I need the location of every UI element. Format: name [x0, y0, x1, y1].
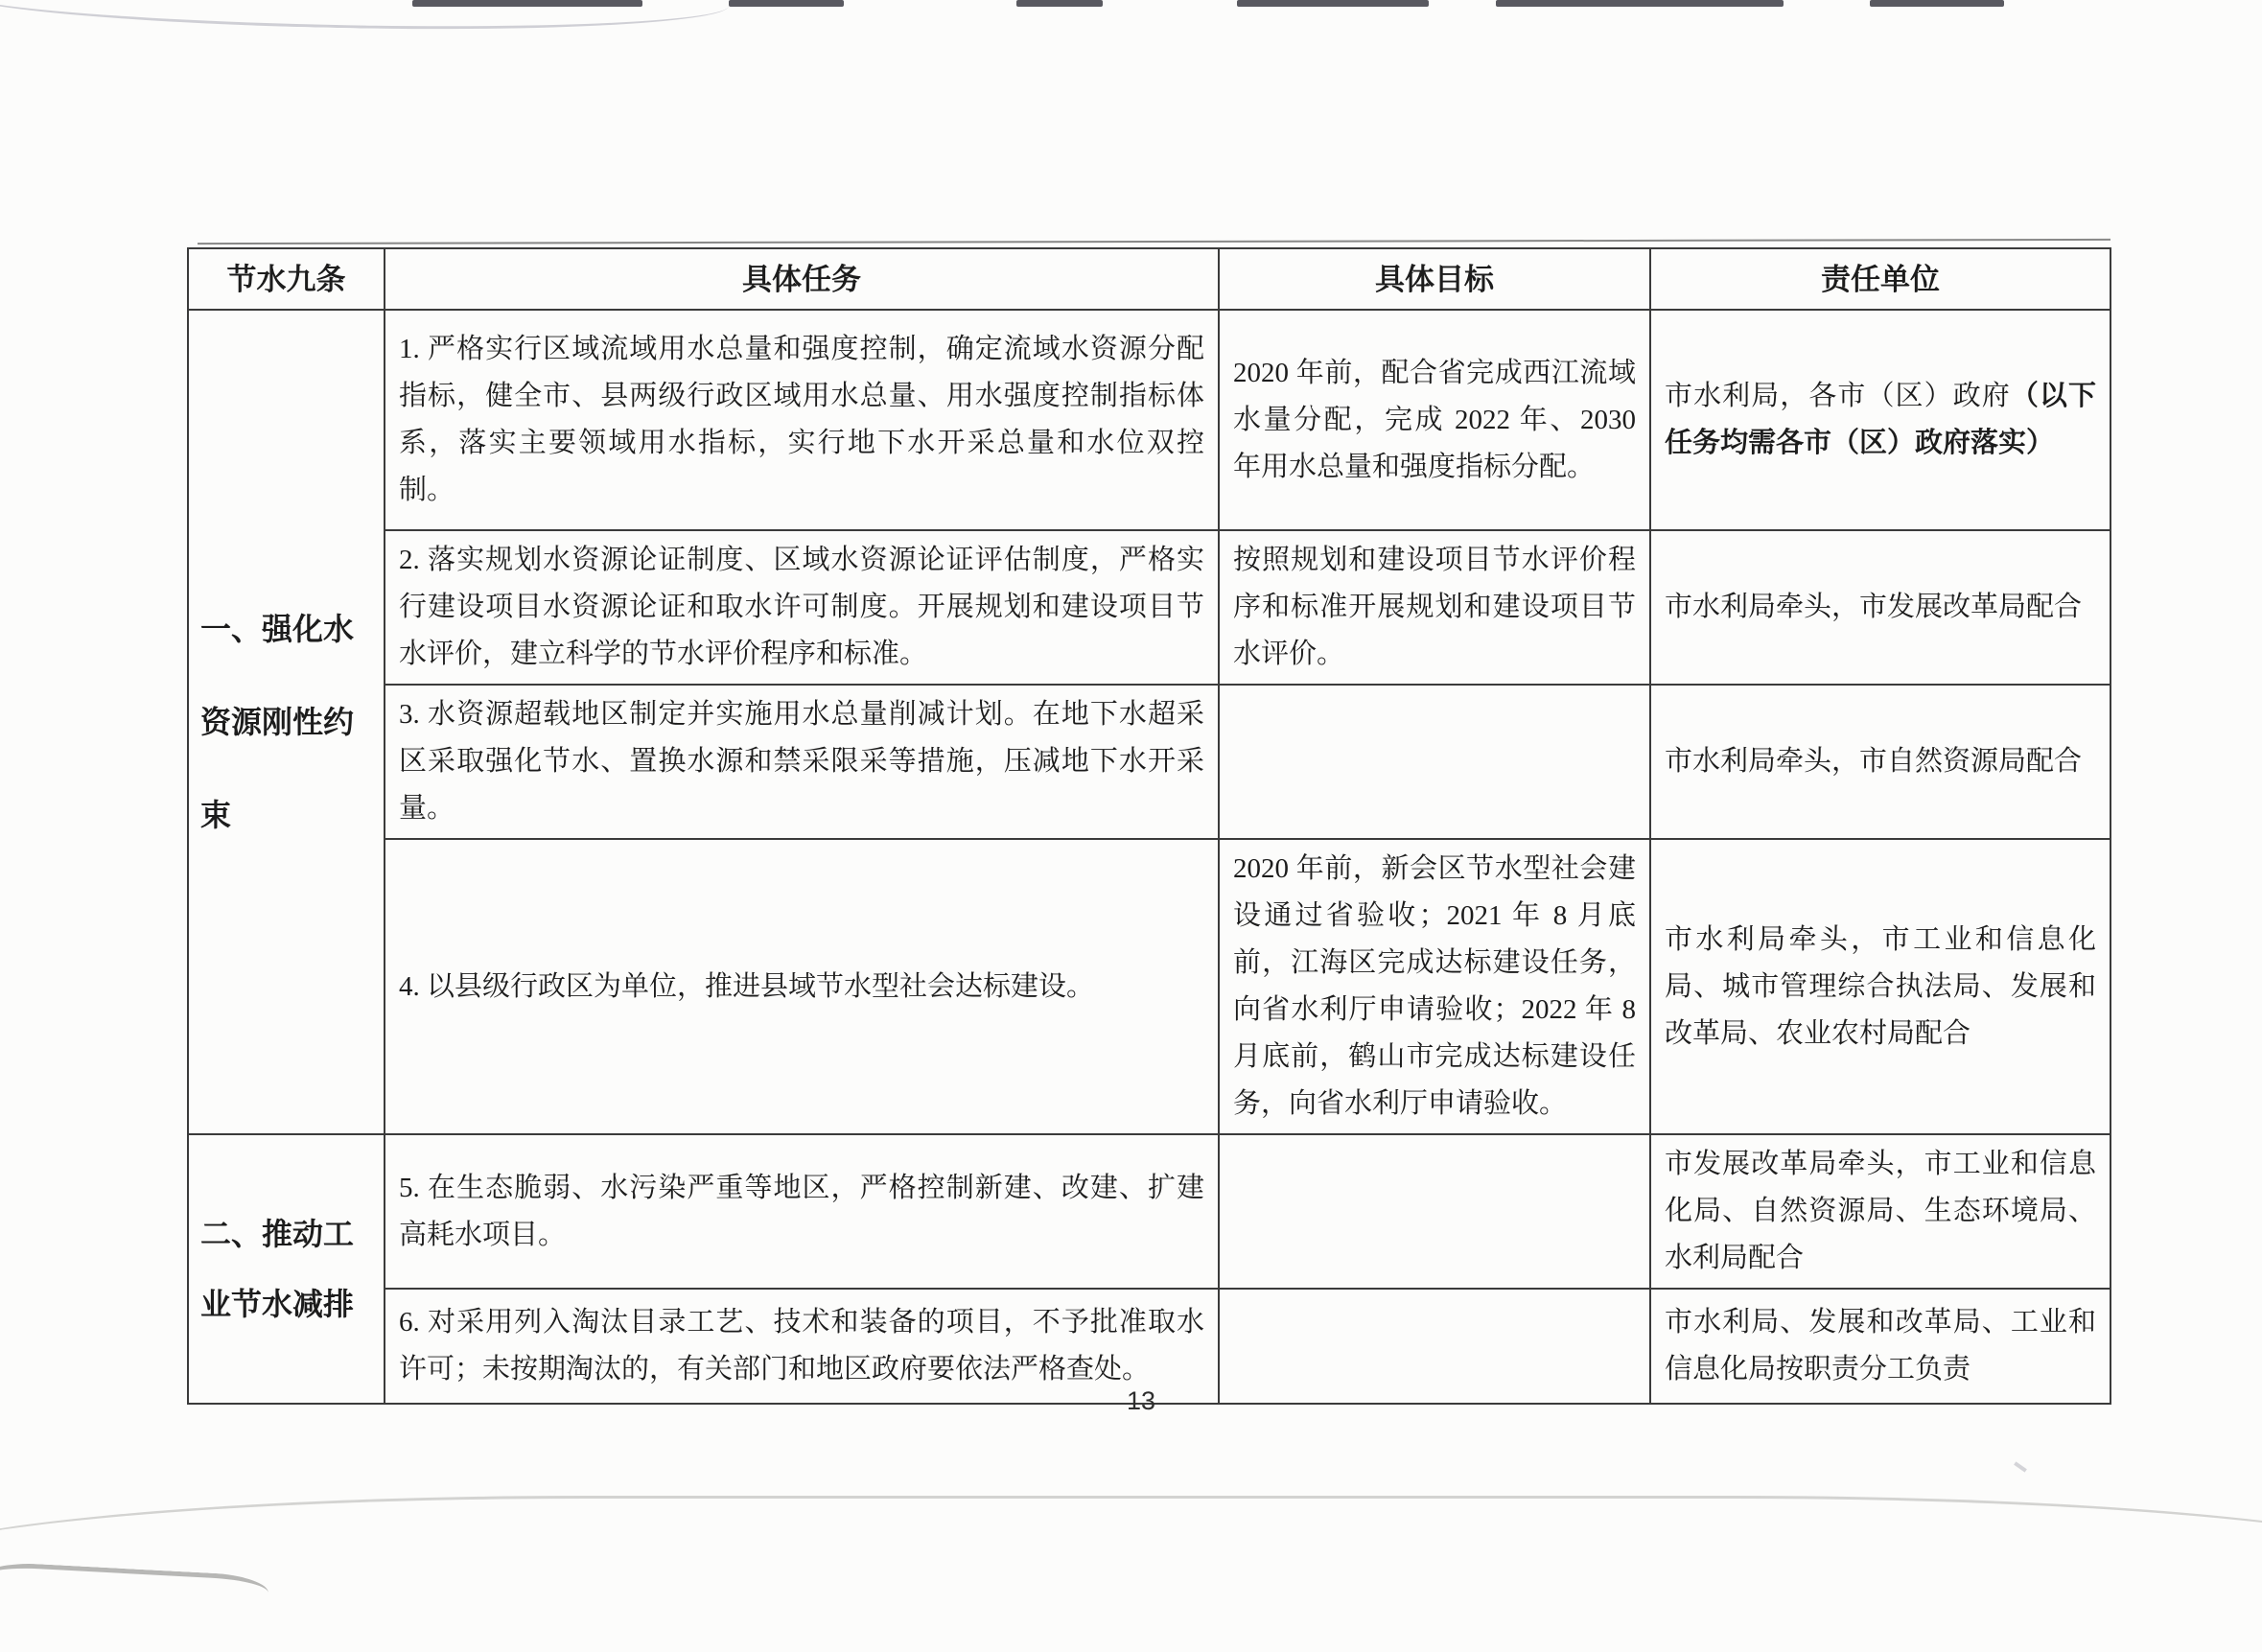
- goal-cell-1: 2020 年前，配合省完成西江流域水量分配，完成 2022 年、2030 年用水总量和强度指标分配。: [1219, 310, 1650, 530]
- scan-artifact-top-dash: [729, 0, 844, 7]
- scan-artifact-top-dash: [1237, 0, 1429, 7]
- table-row: [188, 839, 2110, 1134]
- goal-cell-6: [1219, 1289, 1650, 1404]
- resp-cell-2: 市水利局牵头，市发展改革局配合: [1650, 530, 2110, 685]
- scan-artifact-top-curve: [0, 0, 730, 36]
- task-cell-3: 3. 水资源超载地区制定并实施用水总量削减计划。在地下水超采区采取强化节水、置换水源和禁采限采等措施，压减地下水开采量。: [385, 685, 1219, 839]
- task-cell-6: 6. 对采用列入淘汰目录工艺、技术和装备的项目，不予批准取水许可；未按期淘汰的，有关部门和地区政府要依法严格查处。: [385, 1289, 1219, 1404]
- table-row: [188, 530, 2110, 685]
- table-row: [188, 310, 2110, 530]
- scan-artifact-bottom-corner: [0, 1561, 269, 1610]
- page-number: 13: [1127, 1386, 1156, 1415]
- header-cell-resp: 责任单位: [1650, 248, 2110, 310]
- scan-artifact-bottom-curve: [0, 1496, 2262, 1652]
- table-header-row: [188, 248, 2110, 310]
- scan-artifact-table-edge: [198, 239, 2110, 244]
- goal-cell-4: 2020 年前，新会区节水型社会建设通过省验收；2021 年 8 月底前，江海区完成达标建设任务，向省水利厅申请验收；2022 年 8 月底前，鹤山市完成达标建设任务，向省水利厅申请验收。: [1219, 839, 1650, 1134]
- scan-artifact-top-dash: [1870, 0, 2004, 7]
- header-cell-goal: 具体目标: [1219, 248, 1650, 310]
- goal-cell-3: [1219, 685, 1650, 839]
- goal-cell-5: [1219, 1134, 1650, 1289]
- scan-artifact-speck: [2014, 1461, 2027, 1472]
- resp-cell-4: 市水利局牵头，市工业和信息化局、城市管理综合执法局、发展和改革局、农业农村局配合: [1650, 839, 2110, 1134]
- goal-cell-2: 按照规划和建设项目节水评价程序和标准开展规划和建设项目节水评价。: [1219, 530, 1650, 685]
- task-cell-1: 1. 严格实行区域流域用水总量和强度控制，确定流域水资源分配指标，健全市、县两级行政区域用水总量、用水强度控制指标体系，落实主要领域用水指标，实行地下水开采总量和水位双控制。: [385, 310, 1219, 530]
- scan-artifact-top-dash: [1016, 0, 1103, 7]
- document-table: [187, 247, 2111, 1405]
- task-cell-5: 5. 在生态脆弱、水污染严重等地区，严格控制新建、改建、扩建高耗水项目。: [385, 1134, 1219, 1289]
- resp-cell-5: 市发展改革局牵头，市工业和信息化局、自然资源局、生态环境局、水利局配合: [1650, 1134, 2110, 1289]
- task-cell-4: 4. 以县级行政区为单位，推进县域节水型社会达标建设。: [385, 839, 1219, 1134]
- header-cell-category: 节水九条: [188, 248, 385, 310]
- scan-artifact-top-dash: [412, 0, 642, 7]
- task-cell-2: 2. 落实规划水资源论证制度、区域水资源论证评估制度，严格实行建设项目水资源论证和取水许可制度。开展规划和建设项目节水评价，建立科学的节水评价程序和标准。: [385, 530, 1219, 685]
- section-cell-2: 二、推动工业节水减排: [188, 1134, 385, 1404]
- table-row: [188, 685, 2110, 839]
- resp-cell-3: 市水利局牵头，市自然资源局配合: [1650, 685, 2110, 839]
- resp-text-bold: （以下任务均需各市（区）政府落实）: [1665, 381, 2096, 458]
- resp-cell-6: 市水利局、发展和改革局、工业和信息化局按职责分工负责: [1650, 1289, 2110, 1404]
- scan-artifact-top-dash: [1496, 0, 1784, 7]
- header-cell-task: 具体任务: [385, 248, 1219, 310]
- resp-cell-1: [1650, 310, 2110, 530]
- table-row: [188, 1134, 2110, 1289]
- resp-text: 市水利局，各市（区）政府: [1665, 381, 2011, 411]
- section-cell-1: 一、强化水资源刚性约束: [188, 310, 385, 1134]
